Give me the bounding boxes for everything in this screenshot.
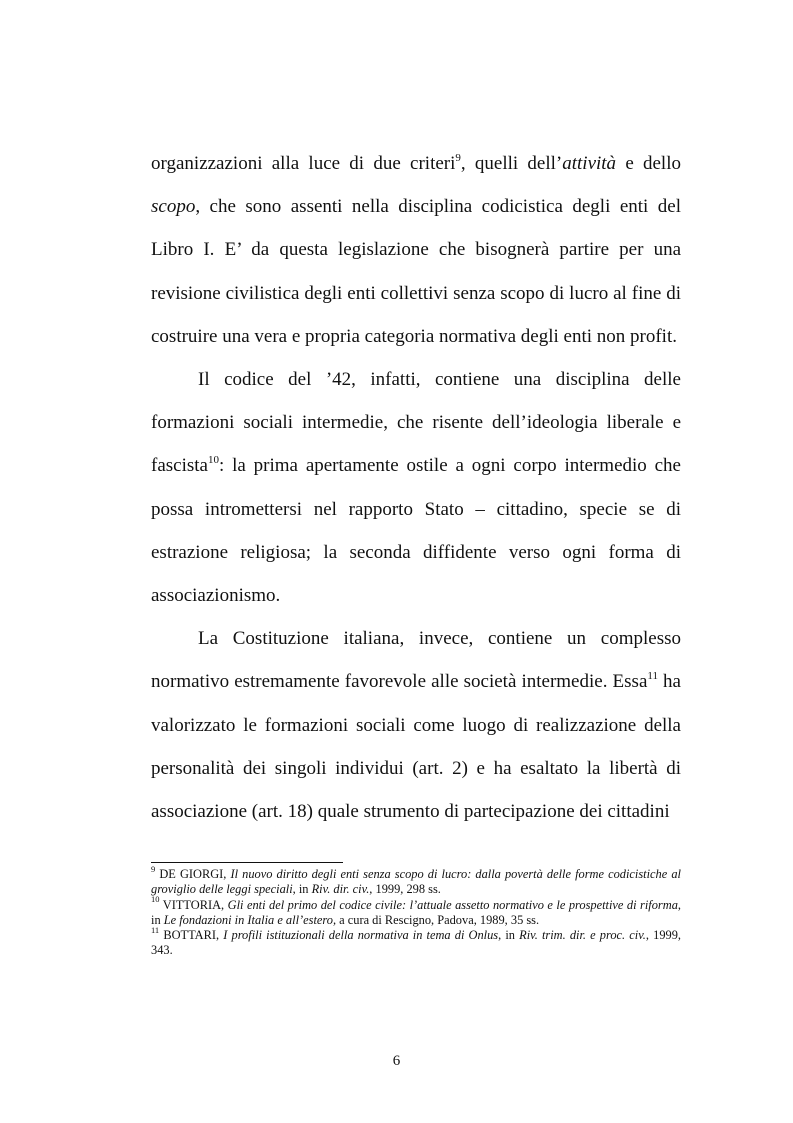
text-run: ha valorizzato le formazioni sociali come luogo di realizzazione della personalità dei singoli individui (art. 2) e ha esaltato la libertà di associazione (art. 18) quale strumento di partecipazione dei cittadini (151, 671, 681, 823)
footnotes (151, 863, 681, 959)
text-run: , quelli dell’ (460, 153, 563, 174)
italic-text: I profili istituzionali della normativa in tema di Onlus (223, 928, 499, 943)
text-run: organizzazioni alla luce di due criteri (151, 153, 456, 174)
footnote-ref: 9 (455, 151, 461, 164)
text-run: e dello (616, 153, 681, 174)
italic-text: Il nuovo diritto degli enti senza scopo di lucro: dalla povertà delle forme codicistiche al groviglio delle leggi speciali (151, 867, 681, 897)
body-text (151, 142, 681, 833)
footnote-ref: 11 (647, 670, 658, 683)
text-run: BOTTARI, (159, 928, 224, 943)
text-run: , 1999, 298 ss. (369, 882, 441, 897)
footnote-ref: 9 (151, 863, 156, 874)
italic-text: scopo (151, 196, 196, 218)
text-run: : la prima apertamente ostile a ogni corpo intermedio che possa intromettersi nel rapporto Stato – cittadino, specie se di estrazione religiosa; la seconda diffidente verso ogni forma di associazionismo. (151, 455, 681, 607)
italic-text: Riv. trim. dir. e proc. civ. (519, 928, 646, 943)
footnote-ref: 11 (151, 925, 160, 936)
footnote (151, 863, 681, 898)
text-run: a cura di Rescigno, Padova, 1989, 35 ss. (336, 912, 540, 927)
text-run: , 1999, 343. (151, 928, 681, 958)
paragraph (151, 142, 681, 358)
paragraph (151, 617, 681, 833)
text-run: , in (498, 928, 520, 943)
italic-text: Le fondazioni in Italia e all’estero, (163, 912, 337, 927)
footnote-ref: 10 (207, 454, 219, 467)
footnote (151, 894, 681, 929)
footnote-separator (151, 862, 343, 863)
page-number: 6 (392, 1053, 401, 1069)
text-run: La Costituzione italiana, invece, contiene un complesso normativo estremamente favorevole alle società intermedie. Essa (151, 628, 681, 693)
text-run: VITTORIA, (159, 897, 228, 912)
footnote (151, 925, 681, 959)
italic-text: attività (562, 153, 617, 174)
text-run: , in (292, 882, 312, 897)
paragraph (151, 358, 681, 617)
italic-text: Gli enti del primo del codice civile: l’attuale assetto normativo e le prospettive di riforma (227, 897, 678, 912)
text-run: DE GIORGI, (155, 867, 231, 881)
text-run: , in (151, 897, 681, 927)
text-run: , che sono assenti nella disciplina codicistica degli enti del Libro I. E’ da questa legislazione che bisognerà partire per una revisione civilistica degli enti collettivi senza scopo di lucro al fine di costruire una vera e propria categoria normativa degli enti non profit. (151, 196, 681, 347)
footnote-ref: 10 (151, 894, 160, 905)
italic-text: Riv. dir. civ. (311, 882, 370, 897)
text-run: Il codice del ’42, infatti, contiene una disciplina delle formazioni sociali intermedie, che risente dell’ideologia liberale e fascista (151, 369, 681, 477)
